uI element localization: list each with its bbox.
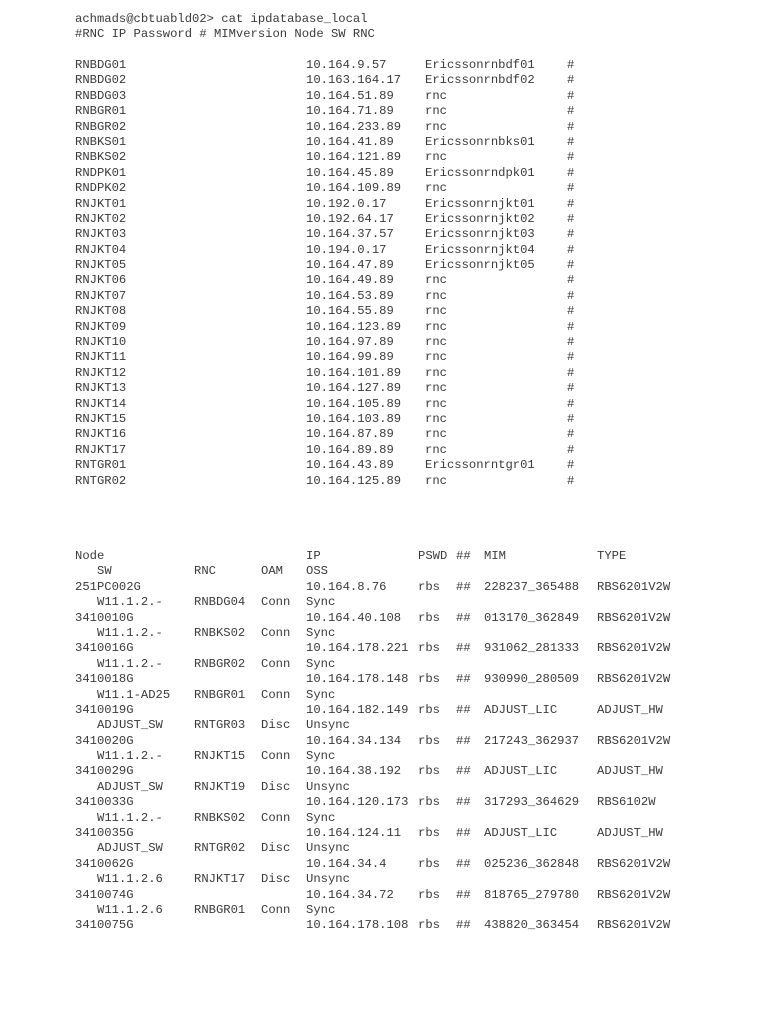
hash-separator: ## xyxy=(456,856,471,871)
node-name: Ericssonrnjkt05 xyxy=(425,258,535,273)
rnc-name: RNJKT01 xyxy=(75,196,127,211)
oss-status: Sync xyxy=(306,687,336,702)
node-id: 3410018G xyxy=(75,672,134,687)
table-row xyxy=(75,856,671,872)
ip-address: 10.164.53.89 xyxy=(306,288,394,303)
password: rbs xyxy=(418,856,440,871)
rnc-name: RNJKT14 xyxy=(75,396,127,411)
rnc-name: RNTGR02 xyxy=(75,473,127,488)
ip-address: 10.164.43.89 xyxy=(306,458,394,473)
ip-address: 10.164.51.89 xyxy=(306,88,394,103)
rnc-name: RNJKT04 xyxy=(75,242,127,257)
table-row xyxy=(75,826,663,841)
ip-address: 10.164.109.89 xyxy=(306,181,402,196)
node-name: Ericssonrnjkt01 xyxy=(425,196,535,211)
rnc-name: RNDPK02 xyxy=(75,181,127,196)
password: rbs xyxy=(418,826,440,841)
table-row xyxy=(75,579,671,595)
hash-separator: # xyxy=(567,458,575,473)
header-rnc: RNC xyxy=(194,564,216,579)
mim-version: 818765_279780 xyxy=(484,887,580,902)
oss-status: Unsync xyxy=(306,779,350,794)
ip-address: 10.164.49.89 xyxy=(306,273,394,288)
node-name: rnc xyxy=(425,288,447,303)
password: rbs xyxy=(418,918,440,933)
password: rbs xyxy=(418,764,440,779)
node-type: RBS6201V2W xyxy=(597,672,671,687)
ip-address: 10.164.124.11 xyxy=(306,826,402,841)
node-name: rnc xyxy=(425,473,447,488)
node-id: 3410062G xyxy=(75,856,134,871)
node-name: rnc xyxy=(425,273,447,288)
node-id: 3410020G xyxy=(75,733,134,748)
node-type: ADJUST_HW xyxy=(597,764,663,779)
hash-separator: # xyxy=(567,396,575,411)
ip-address: 10.163.164.17 xyxy=(306,73,402,88)
rnc-name: RNJKT08 xyxy=(75,304,127,319)
ip-address: 10.164.178.148 xyxy=(306,672,409,687)
hash-separator: # xyxy=(567,319,575,334)
hash-separator: ## xyxy=(456,826,471,841)
node-id: 3410074G xyxy=(75,887,134,902)
oam-status: Conn xyxy=(261,687,291,702)
rnc-cell: RNBGR01 xyxy=(194,687,246,702)
node-id: 3410075G xyxy=(75,918,134,933)
ip-address: 10.164.45.89 xyxy=(306,165,394,180)
ip-address: 10.164.34.134 xyxy=(306,733,402,748)
rnc-cell: RNJKT17 xyxy=(194,872,246,887)
rnc-cell: RNJKT15 xyxy=(194,749,246,764)
table-row-detail xyxy=(75,749,336,764)
oss-status: Sync xyxy=(306,656,336,671)
rnc-name: RNJKT03 xyxy=(75,227,127,242)
password: rbs xyxy=(418,672,440,687)
table-row-detail xyxy=(75,625,336,641)
sw-version: W11.1-AD25 xyxy=(97,687,171,702)
table-row-detail xyxy=(75,810,336,826)
oss-status: Unsync xyxy=(306,872,350,887)
oam-status: Disc xyxy=(261,718,291,733)
table-row xyxy=(75,795,656,810)
node-id: 3410035G xyxy=(75,826,134,841)
sw-version: ADJUST_SW xyxy=(97,718,163,733)
table-row xyxy=(75,733,671,749)
hash-separator: # xyxy=(567,411,575,426)
rnc-name: RNJKT17 xyxy=(75,442,127,457)
ip-address: 10.164.38.192 xyxy=(306,764,402,779)
rnc-name: RNBKS02 xyxy=(75,150,127,165)
rnc-name: RNBDG01 xyxy=(75,58,127,72)
rnc-name: RNBKS01 xyxy=(75,134,127,149)
ip-address: 10.164.40.108 xyxy=(306,610,402,625)
oam-status: Conn xyxy=(261,810,291,825)
node-name: rnc xyxy=(425,411,447,426)
table-row xyxy=(75,702,663,718)
rnc-name: RNTGR01 xyxy=(75,458,127,473)
node-name: rnc xyxy=(425,350,447,365)
hash-separator: # xyxy=(567,350,575,365)
rnc-name: RNDPK01 xyxy=(75,165,127,180)
rnc-name: RNJKT02 xyxy=(75,211,127,226)
hash-separator: ## xyxy=(456,887,471,902)
hash-separator: # xyxy=(567,73,575,88)
node-type: RBS6201V2W xyxy=(597,918,671,933)
node-type: RBS6201V2W xyxy=(597,887,671,902)
rnc-cell: RNBGR01 xyxy=(194,902,246,917)
sw-version: W11.1.2.- xyxy=(97,656,163,671)
oam-status: Conn xyxy=(261,625,291,640)
node-name: Ericssonrnjkt04 xyxy=(425,242,535,257)
oam-status: Disc xyxy=(261,779,291,794)
ip-address: 10.164.182.149 xyxy=(306,702,409,717)
rnc-name: RNJKT12 xyxy=(75,365,127,380)
node-name: rnc xyxy=(425,304,447,319)
rnc-name: RNBGR02 xyxy=(75,119,127,134)
hash-separator: # xyxy=(567,427,575,442)
table-row-detail xyxy=(75,687,336,703)
oss-status: Sync xyxy=(306,902,336,917)
node-type: RBS6201V2W xyxy=(597,579,671,594)
header-hash: ## xyxy=(456,549,471,563)
sw-version: ADJUST_SW xyxy=(97,779,163,794)
node-id: 3410016G xyxy=(75,641,134,656)
password: rbs xyxy=(418,579,440,594)
table-row-detail xyxy=(75,841,350,856)
node-name: rnc xyxy=(425,335,447,350)
mim-version: 438820_363454 xyxy=(484,918,580,933)
mim-version: ADJUST_LIC xyxy=(484,764,558,779)
oam-status: Disc xyxy=(261,872,291,887)
rnc-cell: RNBKS02 xyxy=(194,810,246,825)
hash-separator: # xyxy=(567,104,575,119)
ip-address: 10.164.55.89 xyxy=(306,304,394,319)
header-type: TYPE xyxy=(597,549,627,563)
shell-prompt-line: achmads@cbtuabld02> cat ipdatabase_local xyxy=(75,12,368,26)
ip-address: 10.164.34.72 xyxy=(306,887,394,902)
mim-version: 217243_362937 xyxy=(484,733,580,748)
rnc-name: RNJKT09 xyxy=(75,319,127,334)
node-type: RBS6102W xyxy=(597,795,656,810)
node-name: rnc xyxy=(425,365,447,380)
oss-status: Unsync xyxy=(306,718,350,733)
rnc-name: RNBGR01 xyxy=(75,104,127,119)
header-pswd: PSWD xyxy=(418,549,448,563)
mim-version: 931062_281333 xyxy=(484,641,580,656)
sw-version: W11.1.2.6 xyxy=(97,872,163,887)
ip-address: 10.164.125.89 xyxy=(306,473,402,488)
node-type: RBS6201V2W xyxy=(597,733,671,748)
mim-version: ADJUST_LIC xyxy=(484,826,558,841)
hash-separator: # xyxy=(567,381,575,396)
hash-separator: ## xyxy=(456,610,471,625)
header-oss: OSS xyxy=(306,564,328,579)
table-row xyxy=(75,672,671,687)
rnc-name: RNJKT13 xyxy=(75,381,127,396)
ip-address: 10.164.8.76 xyxy=(306,579,387,594)
header-ip: IP xyxy=(306,549,321,563)
node-name: Ericssonrnjkt03 xyxy=(425,227,535,242)
table-row-detail xyxy=(75,902,336,918)
node-name: rnc xyxy=(425,427,447,442)
mim-version: 025236_362848 xyxy=(484,856,580,871)
oss-status: Sync xyxy=(306,595,336,610)
rnc-cell: RNBDG04 xyxy=(194,595,246,610)
ip-address: 10.164.101.89 xyxy=(306,365,402,380)
ip-address: 10.164.37.57 xyxy=(306,227,394,242)
ip-address: 10.164.97.89 xyxy=(306,335,394,350)
rnc-name: RNJKT10 xyxy=(75,335,127,350)
rnc-cell: RNTGR03 xyxy=(194,718,246,733)
node-type: RBS6201V2W xyxy=(597,641,671,656)
oam-status: Disc xyxy=(261,841,291,856)
rnc-name: RNJKT05 xyxy=(75,258,127,273)
table-row xyxy=(75,641,671,656)
node-name: rnc xyxy=(425,181,447,196)
hash-separator: # xyxy=(567,227,575,242)
header-oam: OAM xyxy=(261,564,283,579)
hash-separator: # xyxy=(567,211,575,226)
sw-version: W11.1.2.- xyxy=(97,749,163,764)
table-subheader-row xyxy=(75,564,328,579)
sw-version: W11.1.2.- xyxy=(97,810,163,825)
ip-address: 10.194.0.17 xyxy=(306,242,387,257)
rnc-cell: RNTGR02 xyxy=(194,841,246,856)
rnc-name: RNJKT07 xyxy=(75,288,127,303)
table-row xyxy=(75,887,671,903)
password: rbs xyxy=(418,795,440,810)
node-name: rnc xyxy=(425,442,447,457)
node-name: Ericssonrnbdf01 xyxy=(425,58,535,72)
node-name: rnc xyxy=(425,88,447,103)
rnc-name: RNBDG03 xyxy=(75,88,127,103)
table-row-detail xyxy=(75,656,336,672)
node-id: 3410029G xyxy=(75,764,134,779)
hash-separator: # xyxy=(567,335,575,350)
node-id: 3410010G xyxy=(75,610,134,625)
node-type: RBS6201V2W xyxy=(597,856,671,871)
hash-separator: # xyxy=(567,273,575,288)
hash-separator: ## xyxy=(456,641,471,656)
hash-separator: # xyxy=(567,196,575,211)
mim-version: 228237_365488 xyxy=(484,579,580,594)
table-row-detail xyxy=(75,872,350,887)
hash-separator: # xyxy=(567,165,575,180)
hash-separator: # xyxy=(567,150,575,165)
rnc-cell: RNBGR02 xyxy=(194,656,246,671)
hash-separator: # xyxy=(567,473,575,488)
table-row-detail xyxy=(75,595,336,610)
oam-status: Conn xyxy=(261,749,291,764)
ip-address: 10.164.120.173 xyxy=(306,795,409,810)
node-id: 3410033G xyxy=(75,795,134,810)
hash-separator: # xyxy=(567,442,575,457)
node-name: Ericssonrnbks01 xyxy=(425,134,535,149)
oam-status: Conn xyxy=(261,656,291,671)
node-name: rnc xyxy=(425,104,447,119)
password: rbs xyxy=(418,733,440,748)
ip-address: 10.164.71.89 xyxy=(306,104,394,119)
node-table xyxy=(75,549,671,934)
oss-status: Sync xyxy=(306,625,336,640)
table-row xyxy=(75,764,663,779)
node-name: rnc xyxy=(425,319,447,334)
hash-separator: ## xyxy=(456,764,471,779)
hash-separator: # xyxy=(567,88,575,103)
sw-version: W11.1.2.- xyxy=(97,595,163,610)
sw-version: W11.1.2.- xyxy=(97,625,163,640)
sw-version: ADJUST_SW xyxy=(97,841,163,856)
password: rbs xyxy=(418,641,440,656)
ip-address: 10.164.127.89 xyxy=(306,381,402,396)
oam-status: Conn xyxy=(261,595,291,610)
password: rbs xyxy=(418,887,440,902)
mim-version: 930990_280509 xyxy=(484,672,580,687)
header-node: Node xyxy=(75,549,105,563)
rnc-name: RNJKT06 xyxy=(75,273,127,288)
hash-separator: ## xyxy=(456,672,471,687)
node-name: Ericssonrnbdf02 xyxy=(425,73,535,88)
hash-separator: ## xyxy=(456,702,471,717)
node-id: 3410019G xyxy=(75,702,134,717)
table-row xyxy=(75,918,671,933)
header-mim: MIM xyxy=(484,549,506,563)
node-id: 251PC002G xyxy=(75,579,141,594)
table-row-detail xyxy=(75,779,350,795)
ip-address: 10.164.99.89 xyxy=(306,350,394,365)
table-row xyxy=(75,610,671,626)
sw-version: W11.1.2.6 xyxy=(97,902,163,917)
node-type: ADJUST_HW xyxy=(597,826,663,841)
ip-address: 10.164.87.89 xyxy=(306,427,394,442)
ip-address: 10.164.233.89 xyxy=(306,119,402,134)
mim-version: ADJUST_LIC xyxy=(484,702,558,717)
rnc-name: RNJKT15 xyxy=(75,411,127,426)
table-row-detail xyxy=(75,718,350,733)
hash-separator: # xyxy=(567,181,575,196)
ip-address: 10.164.89.89 xyxy=(306,442,394,457)
node-name: rnc xyxy=(425,396,447,411)
node-table-body xyxy=(75,579,671,934)
hash-separator: # xyxy=(567,119,575,134)
header-sw: SW xyxy=(97,564,112,579)
ip-address: 10.164.9.57 xyxy=(306,58,387,72)
ip-address: 10.164.105.89 xyxy=(306,396,402,411)
ip-address: 10.164.178.221 xyxy=(306,641,409,656)
mim-version: 317293_364629 xyxy=(484,795,580,810)
node-type: ADJUST_HW xyxy=(597,702,663,717)
oss-status: Sync xyxy=(306,810,336,825)
ip-address: 10.164.178.108 xyxy=(306,918,409,933)
file-comment-line: #RNC IP Password # MIMversion Node SW RNC xyxy=(75,27,375,42)
node-name: Ericssonrnjkt02 xyxy=(425,211,535,226)
oss-status: Unsync xyxy=(306,841,350,856)
ip-address: 10.164.103.89 xyxy=(306,411,402,426)
node-name: Ericssonrndpk01 xyxy=(425,165,535,180)
hash-separator: # xyxy=(567,304,575,319)
oam-status: Conn xyxy=(261,902,291,917)
rnc-name: RNJKT16 xyxy=(75,427,127,442)
ip-address: 10.192.64.17 xyxy=(306,211,394,226)
ip-address: 10.164.34.4 xyxy=(306,856,387,871)
table-header-row xyxy=(75,549,627,564)
hash-separator: ## xyxy=(456,579,471,594)
ip-address: 10.164.121.89 xyxy=(306,150,402,165)
node-name: rnc xyxy=(425,381,447,396)
hash-separator: # xyxy=(567,242,575,257)
rnc-cell: RNJKT19 xyxy=(194,779,246,794)
oss-status: Sync xyxy=(306,749,336,764)
rnc-cell: RNBKS02 xyxy=(194,625,246,640)
rnc-name: RNJKT11 xyxy=(75,350,127,365)
hash-separator: # xyxy=(567,288,575,303)
node-name: rnc xyxy=(425,150,447,165)
ip-address: 10.164.123.89 xyxy=(306,319,402,334)
password: rbs xyxy=(418,702,440,717)
hash-separator: # xyxy=(567,258,575,273)
node-type: RBS6201V2W xyxy=(597,610,671,625)
hash-separator: # xyxy=(567,365,575,380)
ip-address: 10.192.0.17 xyxy=(306,196,387,211)
hash-separator: ## xyxy=(456,733,471,748)
node-name: Ericssonrntgr01 xyxy=(425,458,535,473)
hash-separator: # xyxy=(567,134,575,149)
terminal-header xyxy=(75,12,375,43)
rnc-name: RNBDG02 xyxy=(75,73,127,88)
node-name: rnc xyxy=(425,119,447,134)
mim-version: 013170_362849 xyxy=(484,610,580,625)
hash-separator: # xyxy=(567,58,575,72)
password: rbs xyxy=(418,610,440,625)
ip-address: 10.164.47.89 xyxy=(306,258,394,273)
hash-separator: ## xyxy=(456,795,471,810)
hash-separator: ## xyxy=(456,918,471,933)
ip-address: 10.164.41.89 xyxy=(306,134,394,149)
